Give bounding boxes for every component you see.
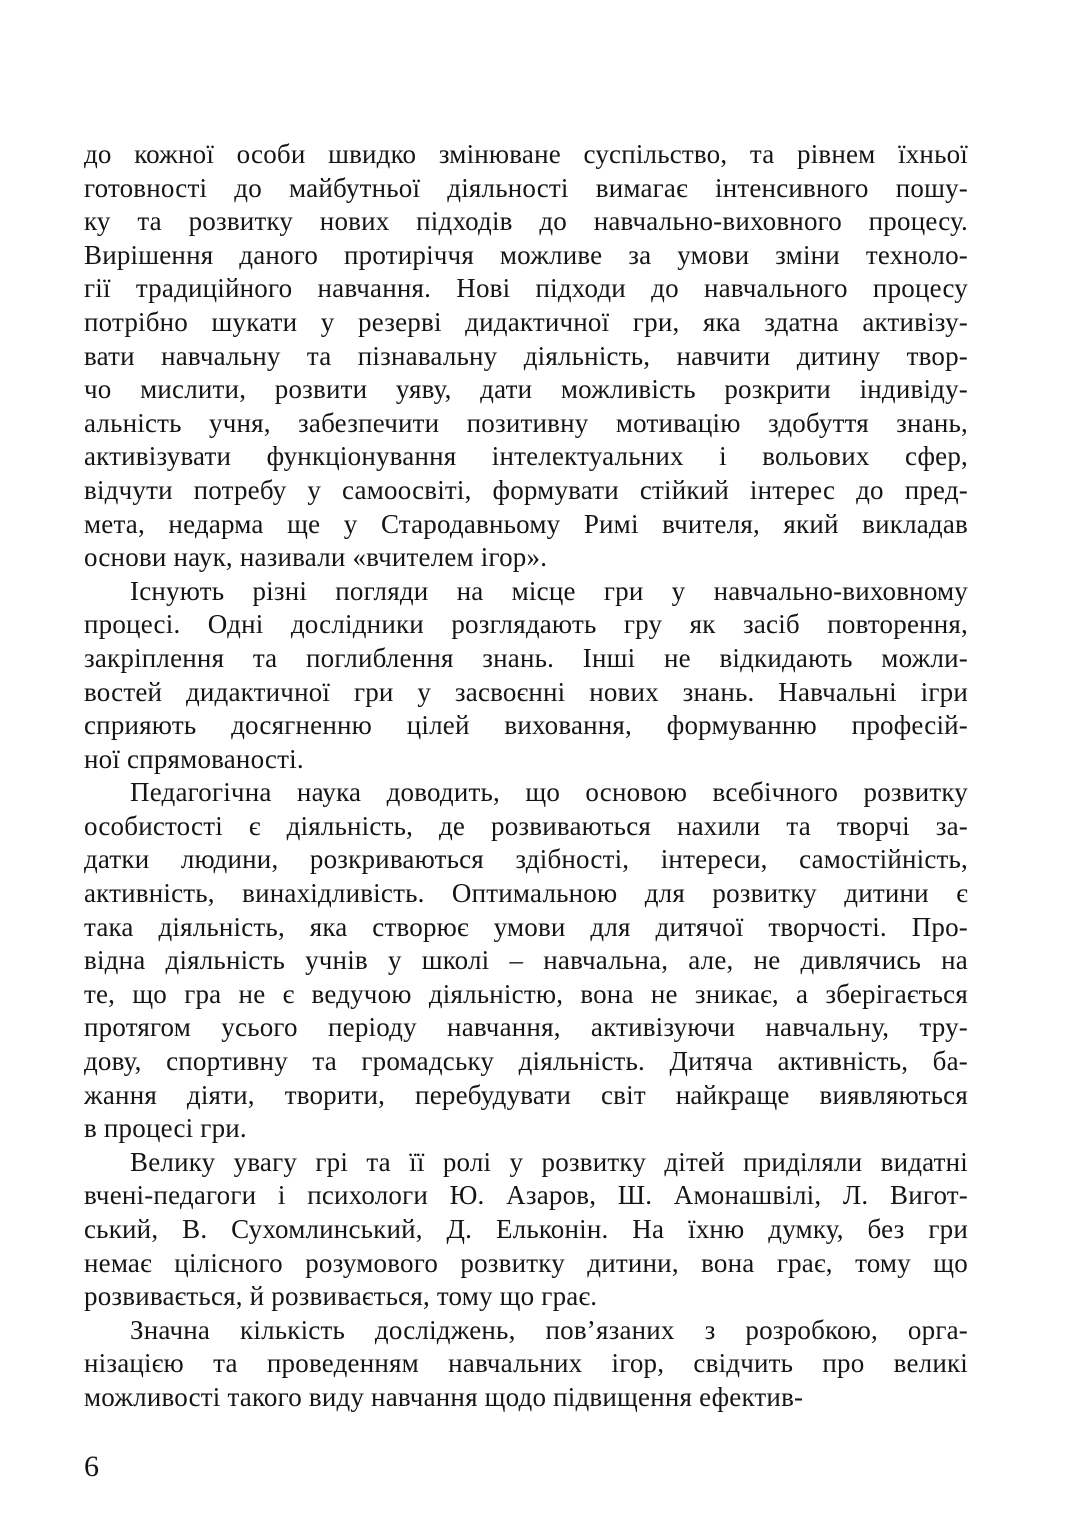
text-line: сприяють досягненню цілей виховання, формуванню професій- bbox=[84, 710, 968, 741]
text-line: мета, недарма ще у Стародавньому Римі вчителя, який викладав bbox=[84, 508, 968, 539]
text-line: Педагогічна наука доводить, що основою всебічного розвитку bbox=[130, 777, 968, 808]
text-line: вати навчальну та пізнавальну діяльність, навчити дитину твор- bbox=[84, 340, 968, 371]
text-line: ної спрямованості. bbox=[84, 743, 304, 774]
text-line: Існують різні погляди на місце гри у навчально-виховному bbox=[130, 575, 968, 606]
paragraph bbox=[84, 138, 968, 575]
text-line: Велику увагу грі та її ролі у розвитку дітей приділяли видатні bbox=[130, 1146, 968, 1177]
text-line: відна діяльність учнів у школі – навчальна, але, не дивлячись на bbox=[84, 945, 968, 976]
text-block bbox=[84, 138, 968, 1415]
text-line: активність, винахідливість. Оптимальною для розвитку дитини є bbox=[84, 878, 968, 909]
text-line: до кожної особи швидко змінюване суспільство, та рівнем їхньої bbox=[84, 139, 968, 169]
text-line: в процесі гри. bbox=[84, 1113, 247, 1144]
text-line: дову, спортивну та громадську діяльність. Дитяча активність, ба- bbox=[84, 1046, 968, 1077]
paragraph bbox=[84, 575, 968, 777]
text-line: відчути потребу у самоосвіті, формувати стійкий інтерес до пред- bbox=[84, 474, 968, 505]
text-line: розвивається, й розвивається, тому що грає. bbox=[84, 1281, 598, 1312]
text-line: закріплення та поглиблення знань. Інші не відкидають можли- bbox=[84, 642, 968, 673]
text-line: можливості такого виду навчання щодо підвищення ефектив- bbox=[84, 1381, 804, 1412]
text-line: протягом усього періоду навчання, активізуючи навчальну, тру- bbox=[84, 1012, 968, 1043]
text-line: готовності до майбутньої діяльності вимагає інтенсивного пошу- bbox=[84, 172, 968, 203]
text-line: Вирішення даного протиріччя можливе за умови зміни техноло- bbox=[84, 239, 968, 270]
text-line: нізацією та проведенням навчальних ігор, свідчить про великі bbox=[84, 1348, 968, 1379]
text-line: гії традиційного навчання. Нові підходи до навчального процесу bbox=[84, 273, 968, 304]
paragraph bbox=[84, 1146, 968, 1314]
text-line: основи наук, називали «вчителем ігор». bbox=[84, 542, 548, 573]
text-line: немає цілісного розумового розвитку дитини, вона грає, тому що bbox=[84, 1247, 968, 1278]
text-line: ку та розвитку нових підходів до навчально-виховного процесу. bbox=[84, 206, 968, 237]
text-line: процесі. Одні дослідники розглядають гру як засіб повторення, bbox=[84, 609, 968, 640]
text-line: особистості є діяльність, де розвиваються нахили та творчі за- bbox=[84, 810, 968, 841]
paragraph bbox=[84, 1314, 968, 1415]
text-line: востей дидактичної гри у засвоєнні нових знань. Навчальні ігри bbox=[84, 676, 968, 707]
text-line: жання діяти, творити, перебудувати світ найкраще виявляються bbox=[84, 1079, 968, 1110]
text-line: альність учня, забезпечити позитивну мотивацію здобуття знань, bbox=[84, 407, 968, 438]
paragraph bbox=[84, 776, 968, 1146]
text-line: чо мислити, розвити уяву, дати можливість розкрити індивіду- bbox=[84, 374, 968, 405]
text-line: потрібно шукати у резерві дидактичної гри, яка здатна активізу- bbox=[84, 306, 968, 337]
page-number: 6 bbox=[84, 1450, 99, 1483]
text-line: така діяльність, яка створює умови для дитячої творчості. Про- bbox=[84, 911, 968, 942]
text-line: активізувати функціонування інтелектуальних і вольових сфер, bbox=[84, 441, 968, 472]
text-line: Значна кількість досліджень, пов’язаних з розробкою, орга- bbox=[130, 1314, 968, 1345]
text-line: вчені-педагоги і психологи Ю. Азаров, Ш. Амонашвілі, Л. Вигот- bbox=[84, 1180, 968, 1211]
text-line: те, що гра не є ведучою діяльністю, вона не зникає, а зберігається bbox=[84, 978, 968, 1009]
text-line: ський, В. Сухомлинський, Д. Ельконін. На їхню думку, без гри bbox=[84, 1214, 968, 1244]
text-line: датки людини, розкриваються здібності, інтереси, самостійність, bbox=[84, 844, 968, 875]
